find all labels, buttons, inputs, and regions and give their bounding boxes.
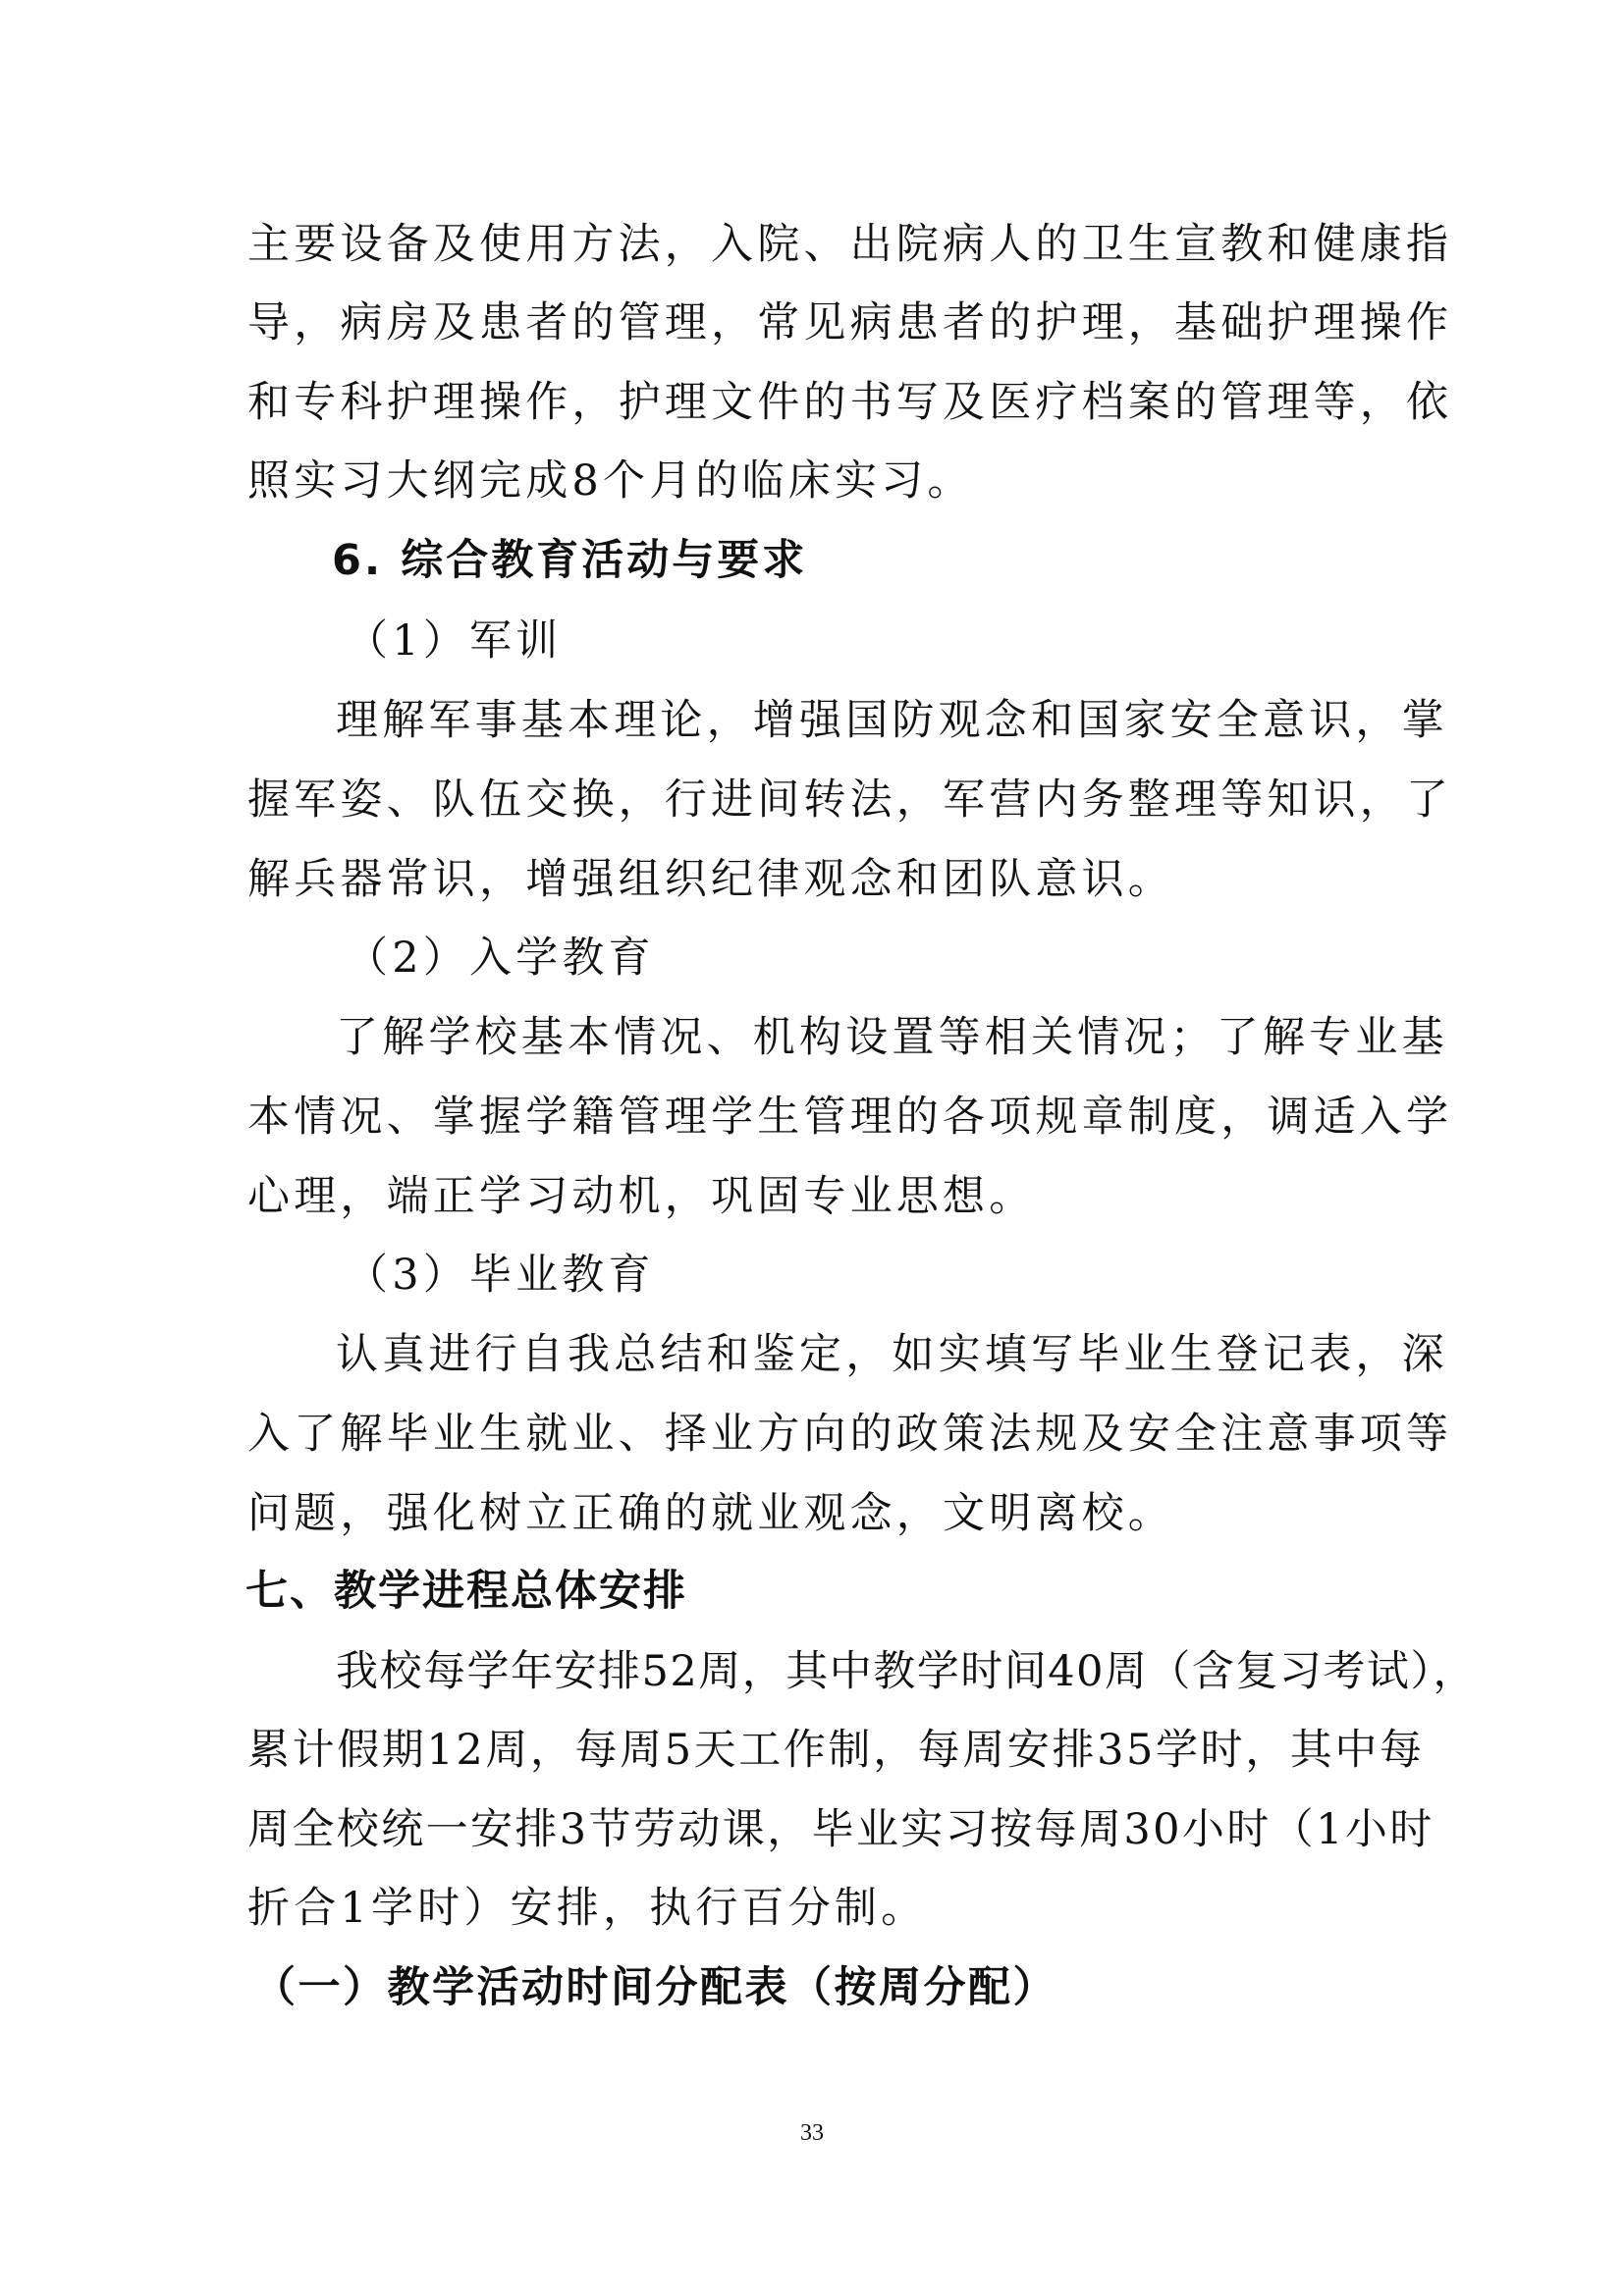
- paragraph-line: 主要设备及使用方法，入院、出院病人的卫生宣教和健康指: [247, 220, 1453, 269]
- paragraph-line: 折合1学时）安排，执行百分制。: [247, 1884, 928, 1933]
- subsection-heading: （1）军训: [346, 616, 563, 666]
- section-heading: 6. 综合教育活动与要求: [332, 536, 808, 585]
- paragraph-line: 握军姿、队伍交换，行进间转法，军营内务整理等知识，了: [247, 775, 1453, 825]
- paragraph-line: 认真进行自我总结和鉴定，如实填写毕业生登记表，深: [336, 1330, 1448, 1379]
- paragraph-line: 和专科护理操作，护理文件的书写及医疗档案的管理等，依: [247, 378, 1453, 427]
- paragraph-line: 入了解毕业生就业、择业方向的政策法规及安全注意事项等: [247, 1410, 1453, 1459]
- page-number: 33: [800, 2120, 824, 2146]
- paragraph-line: 解兵器常识，增强组织纪律观念和团队意识。: [247, 855, 1174, 904]
- paragraph-line: 问题，强化树立正确的就业观念，文明离校。: [247, 1489, 1174, 1538]
- paragraph-line: 导，病房及患者的管理，常见病患者的护理，基础护理操作: [247, 298, 1453, 347]
- table-heading: （一）教学活动时间分配表（按周分配）: [253, 1963, 1057, 2012]
- paragraph-line: 累计假期12周，每周5天工作制，每周安排35学时，其中每: [247, 1726, 1425, 1775]
- subsection-heading: （3）毕业教育: [346, 1251, 655, 1300]
- paragraph-line: 本情况、掌握学籍管理学生管理的各项规章制度，调适入学: [247, 1093, 1453, 1142]
- chapter-heading: 七、教学进程总体安排: [245, 1567, 687, 1616]
- paragraph-line: 心理，端正学习动机，巩固专业思想。: [247, 1172, 1036, 1221]
- paragraph-line: 照实习大纲完成8个月的临床实习。: [247, 456, 974, 506]
- subsection-heading: （2）入学教育: [346, 934, 655, 983]
- paragraph-line: 我校每学年安排52周，其中教学时间40周（含复习考试），: [336, 1647, 1477, 1696]
- paragraph-line: 理解军事基本理论，增强国防观念和国家安全意识，掌: [336, 696, 1448, 745]
- paragraph-line: 了解学校基本情况、机构设置等相关情况；了解专业基: [336, 1013, 1448, 1062]
- paragraph-line: 周全校统一安排3节劳动课，毕业实习按每周30小时（1小时: [247, 1805, 1435, 1854]
